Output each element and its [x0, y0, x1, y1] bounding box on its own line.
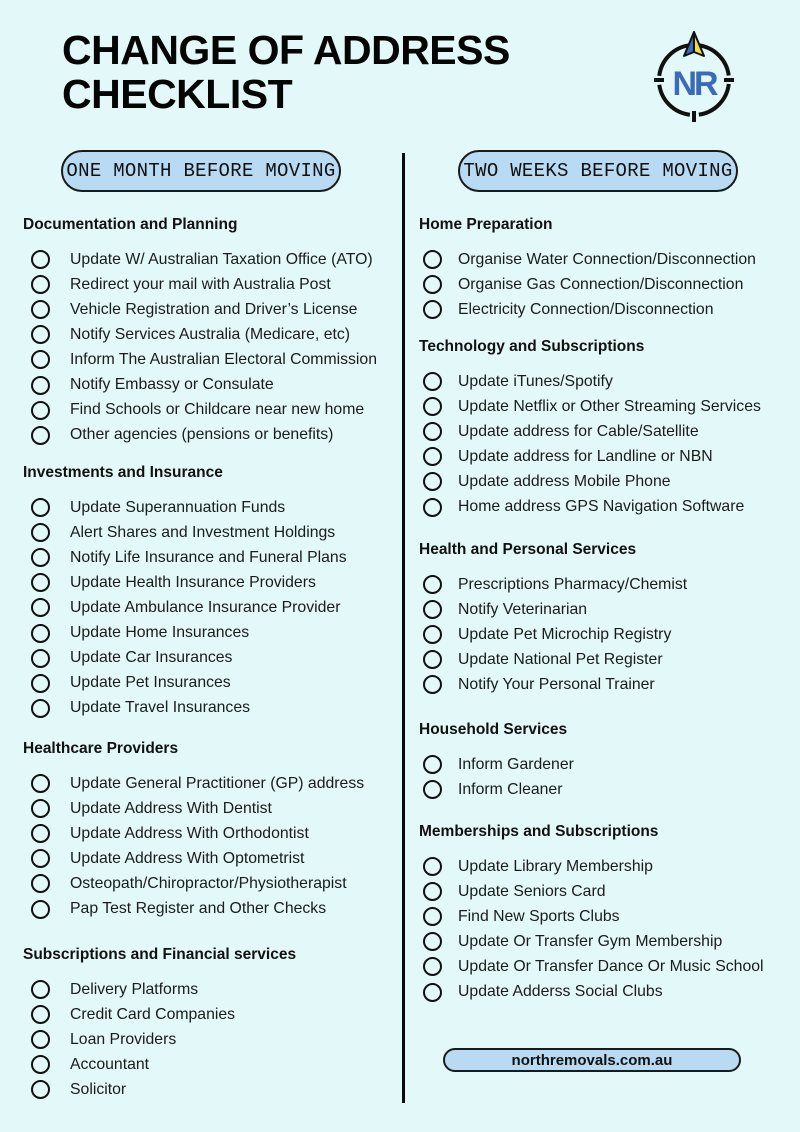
checkbox-circle-icon[interactable]	[31, 325, 50, 344]
checklist-item-label: Alert Shares and Investment Holdings	[70, 523, 336, 541]
checklist-item[interactable]	[423, 622, 671, 647]
checkbox-circle-icon[interactable]	[31, 1030, 50, 1049]
checklist-item[interactable]	[31, 897, 326, 922]
checkbox-circle-icon[interactable]	[423, 600, 442, 619]
checklist-item-label: Find New Sports Clubs	[458, 907, 620, 925]
checkbox-circle-icon[interactable]	[31, 874, 50, 893]
title-line-1: CHANGE OF ADDRESS	[62, 27, 510, 73]
checkbox-circle-icon[interactable]	[31, 849, 50, 868]
checklist-item-label: Update Adderss Social Clubs	[458, 983, 663, 1000]
checklist-item[interactable]	[423, 854, 653, 879]
checklist-item-label: Update Address With Optometrist	[70, 849, 305, 867]
checklist-item-label: Update address for Cable/Satellite	[458, 422, 699, 440]
checklist-item[interactable]	[423, 419, 699, 444]
checklist-item[interactable]	[31, 570, 316, 595]
checkbox-circle-icon[interactable]	[31, 1055, 50, 1074]
checklist-item[interactable]	[31, 621, 249, 646]
checklist-item[interactable]	[423, 444, 713, 469]
checkbox-circle-icon[interactable]	[423, 575, 442, 594]
checklist-item[interactable]	[423, 597, 587, 622]
checkbox-circle-icon[interactable]	[423, 650, 442, 669]
checkbox-circle-icon[interactable]	[31, 573, 50, 592]
checkbox-circle-icon[interactable]	[31, 350, 50, 369]
checkbox-circle-icon[interactable]	[31, 1005, 50, 1024]
checklist-item-label: Credit Card Companies	[70, 1005, 236, 1023]
checkbox-circle-icon[interactable]	[423, 675, 442, 694]
two-weeks-heading: TWO WEEKS BEFORE MOVING	[458, 150, 738, 192]
checklist-item[interactable]	[31, 247, 373, 272]
section-title: Health and Personal Services	[419, 541, 637, 558]
checklist-item-label: Notify Services Australia (Medicare, etc)	[70, 325, 351, 343]
checklist-item-label: Notify Veterinarian	[458, 600, 588, 618]
checklist-item[interactable]	[423, 672, 655, 697]
checklist-item[interactable]	[31, 322, 350, 347]
checkbox-circle-icon[interactable]	[31, 674, 50, 693]
checkbox-circle-icon[interactable]	[31, 300, 50, 319]
checkbox-circle-icon[interactable]	[31, 426, 50, 445]
checklist-item-label: Inform Cleaner	[458, 780, 563, 798]
checklist-item-label: Update Pet Insurances	[70, 674, 231, 692]
checklist-item-label: Update iTunes/Spotify	[458, 372, 613, 390]
checklist-item[interactable]	[31, 545, 347, 570]
checklist-item-label: Update General Practitioner (GP) address	[70, 774, 365, 792]
checklist-item[interactable]	[31, 977, 198, 1002]
checklist-item[interactable]	[423, 572, 687, 597]
checklist-item[interactable]	[31, 398, 364, 423]
checklist-item-label: Update National Pet Register	[458, 650, 663, 668]
checklist-item[interactable]	[423, 929, 722, 954]
page-title	[62, 28, 510, 116]
section-title: Healthcare Providers	[23, 740, 179, 757]
checklist-item[interactable]	[31, 696, 250, 721]
checklist-item-label: Update Superannuation Funds	[70, 498, 286, 516]
checkbox-circle-icon[interactable]	[423, 780, 442, 799]
title-line-2: CHECKLIST	[62, 71, 293, 117]
checklist-item[interactable]	[423, 469, 671, 494]
checklist-item-label: Delivery Platforms	[70, 980, 199, 998]
checklist-item[interactable]	[31, 373, 274, 398]
checkbox-circle-icon[interactable]	[423, 372, 442, 391]
checkbox-circle-icon[interactable]	[423, 957, 442, 976]
checklist-item[interactable]	[31, 595, 340, 620]
checkbox-circle-icon[interactable]	[423, 498, 442, 517]
checkbox-circle-icon[interactable]	[31, 824, 50, 843]
checklist-item-label: Notify Your Personal Trainer	[458, 675, 655, 693]
checklist-item-label: Pap Test Register and Other Checks	[70, 900, 327, 917]
checklist-item-label: Update Health Insurance Providers	[70, 573, 316, 591]
checklist-item[interactable]	[31, 1077, 126, 1102]
checklist-item-label: Organise Water Connection/Disconnection	[458, 250, 756, 268]
checkbox-circle-icon[interactable]	[423, 882, 442, 901]
checklist-item[interactable]	[31, 821, 309, 846]
checklist-item[interactable]	[423, 879, 606, 904]
checklist-item-label: Prescriptions Pharmacy/Chemist	[458, 575, 688, 593]
checkbox-circle-icon[interactable]	[423, 983, 442, 1002]
checklist-item-label: Solicitor	[70, 1080, 127, 1098]
checklist-item[interactable]	[423, 954, 764, 979]
checklist-item-label: Update Or Transfer Gym Membership	[458, 932, 723, 950]
checklist-item-label: Vehicle Registration and Driver’s License	[70, 300, 358, 318]
checkbox-circle-icon[interactable]	[423, 275, 442, 294]
checklist-item-label: Redirect your mail with Australia Post	[70, 275, 331, 293]
checkbox-circle-icon[interactable]	[31, 1080, 50, 1099]
section-title: Household Services	[419, 721, 568, 738]
checklist-item-label: Update Car Insurances	[70, 649, 233, 667]
checklist-item[interactable]	[31, 1052, 149, 1077]
checklist-item-label: Update Netflix or Other Streaming Services	[458, 397, 761, 415]
one-month-heading: ONE MONTH BEFORE MOVING	[61, 150, 341, 192]
checklist-item[interactable]	[31, 297, 357, 322]
checklist-item-label: Osteopath/Chiropractor/Physiotherapist	[70, 874, 347, 892]
checklist-item-label: Update Library Membership	[458, 857, 653, 875]
checklist-item-label: Find Schools or Childcare near new home	[70, 401, 365, 419]
checkbox-circle-icon[interactable]	[31, 980, 50, 999]
checklist-item[interactable]	[423, 980, 663, 1005]
checklist-item[interactable]	[423, 297, 714, 322]
checklist-item-label: Update Ambulance Insurance Provider	[70, 598, 341, 616]
checklist-item-label: Other agencies (pensions or benefits)	[70, 426, 334, 444]
checklist-item[interactable]	[31, 846, 304, 871]
section-title: Technology and Subscriptions	[419, 338, 645, 355]
checklist-item[interactable]	[423, 904, 620, 929]
checkbox-circle-icon[interactable]	[423, 397, 442, 416]
checkbox-circle-icon[interactable]	[31, 598, 50, 617]
checklist-item[interactable]	[31, 871, 347, 896]
checkbox-circle-icon[interactable]	[423, 472, 442, 491]
checklist-item-label: Home address GPS Navigation Software	[458, 498, 745, 515]
compass-logo-icon	[644, 26, 744, 126]
checklist-item[interactable]	[31, 796, 272, 821]
checklist-item-label: Update address for Landline or NBN	[458, 447, 713, 465]
checklist-item-label: Notify Embassy or Consulate	[70, 376, 274, 393]
checklist-item[interactable]	[31, 1027, 176, 1052]
checkbox-circle-icon[interactable]	[423, 300, 442, 319]
svg-text:NR: NR	[672, 65, 716, 103]
checklist-item[interactable]	[423, 247, 756, 272]
checklist-item-label: Accountant	[70, 1055, 150, 1073]
checkbox-circle-icon[interactable]	[31, 799, 50, 818]
checklist-item-label: Organise Gas Connection/Disconnection	[458, 275, 744, 293]
checklist-item[interactable]	[423, 272, 743, 297]
checklist-item-label: Update Address With Orthodontist	[70, 824, 309, 842]
checklist-item-label: Electricity Connection/Disconnection	[458, 300, 714, 318]
checklist-item-label: Update Or Transfer Dance Or Music School	[458, 957, 764, 975]
section-title: Memberships and Subscriptions	[419, 823, 659, 840]
section-title: Documentation and Planning	[23, 216, 238, 233]
checklist-item-label: Update Seniors Card	[458, 882, 606, 900]
checkbox-circle-icon[interactable]	[423, 625, 442, 644]
checkbox-circle-icon[interactable]	[423, 422, 442, 441]
checkbox-circle-icon[interactable]	[31, 699, 50, 718]
checkbox-circle-icon[interactable]	[31, 523, 50, 542]
checklist-item[interactable]	[31, 671, 231, 696]
section-title: Investments and Insurance	[23, 464, 223, 481]
checklist-item-label: Update address Mobile Phone	[458, 472, 671, 490]
checklist-item[interactable]	[423, 495, 744, 520]
checklist-item-label: Update Address With Dentist	[70, 799, 272, 817]
checkbox-circle-icon[interactable]	[31, 774, 50, 793]
checkbox-circle-icon[interactable]	[31, 250, 50, 269]
checklist-item-label: Inform Gardener	[458, 755, 574, 773]
checkbox-circle-icon[interactable]	[423, 932, 442, 951]
checklist-item[interactable]	[31, 272, 331, 297]
checklist-item[interactable]	[31, 423, 333, 448]
checklist-item-label: Update W/ Australian Taxation Office (ATO)	[70, 250, 373, 268]
checkbox-circle-icon[interactable]	[423, 907, 442, 926]
checkbox-circle-icon[interactable]	[31, 498, 50, 517]
checkbox-circle-icon[interactable]	[31, 649, 50, 668]
checklist-item-label: Update Pet Microchip Registry	[458, 625, 672, 643]
checklist-item[interactable]	[423, 394, 761, 419]
section-title: Subscriptions and Financial services	[23, 946, 297, 963]
column-divider	[402, 153, 405, 1103]
checkbox-circle-icon[interactable]	[31, 401, 50, 420]
checkbox-circle-icon[interactable]	[31, 900, 50, 919]
checklist-item-label: Update Travel Insurances	[70, 699, 251, 717]
checklist-item[interactable]	[31, 495, 285, 520]
checkbox-circle-icon[interactable]	[423, 857, 442, 876]
checklist-item[interactable]	[31, 520, 335, 545]
checkbox-circle-icon[interactable]	[31, 624, 50, 643]
checklist-item-label: Update Home Insurances	[70, 624, 250, 641]
checkbox-circle-icon[interactable]	[31, 548, 50, 567]
checkbox-circle-icon[interactable]	[31, 275, 50, 294]
checklist-item[interactable]	[31, 646, 232, 671]
checklist-item[interactable]	[31, 771, 364, 796]
checklist-item[interactable]	[31, 347, 377, 372]
checklist-item[interactable]	[31, 1002, 235, 1027]
checkbox-circle-icon[interactable]	[423, 755, 442, 774]
checklist-item[interactable]	[423, 647, 663, 672]
checkbox-circle-icon[interactable]	[31, 376, 50, 395]
checkbox-circle-icon[interactable]	[423, 250, 442, 269]
checklist-item[interactable]	[423, 369, 613, 394]
checklist-item[interactable]	[423, 752, 574, 777]
checkbox-circle-icon[interactable]	[423, 447, 442, 466]
checklist-item-label: Loan Providers	[70, 1030, 177, 1048]
website-link[interactable]: northremovals.com.au	[443, 1048, 741, 1072]
checklist-item[interactable]	[423, 777, 562, 802]
checklist-item-label: Notify Life Insurance and Funeral Plans	[70, 548, 347, 566]
section-title: Home Preparation	[419, 216, 553, 233]
checklist-item-label: Inform The Australian Electoral Commission	[70, 350, 377, 368]
